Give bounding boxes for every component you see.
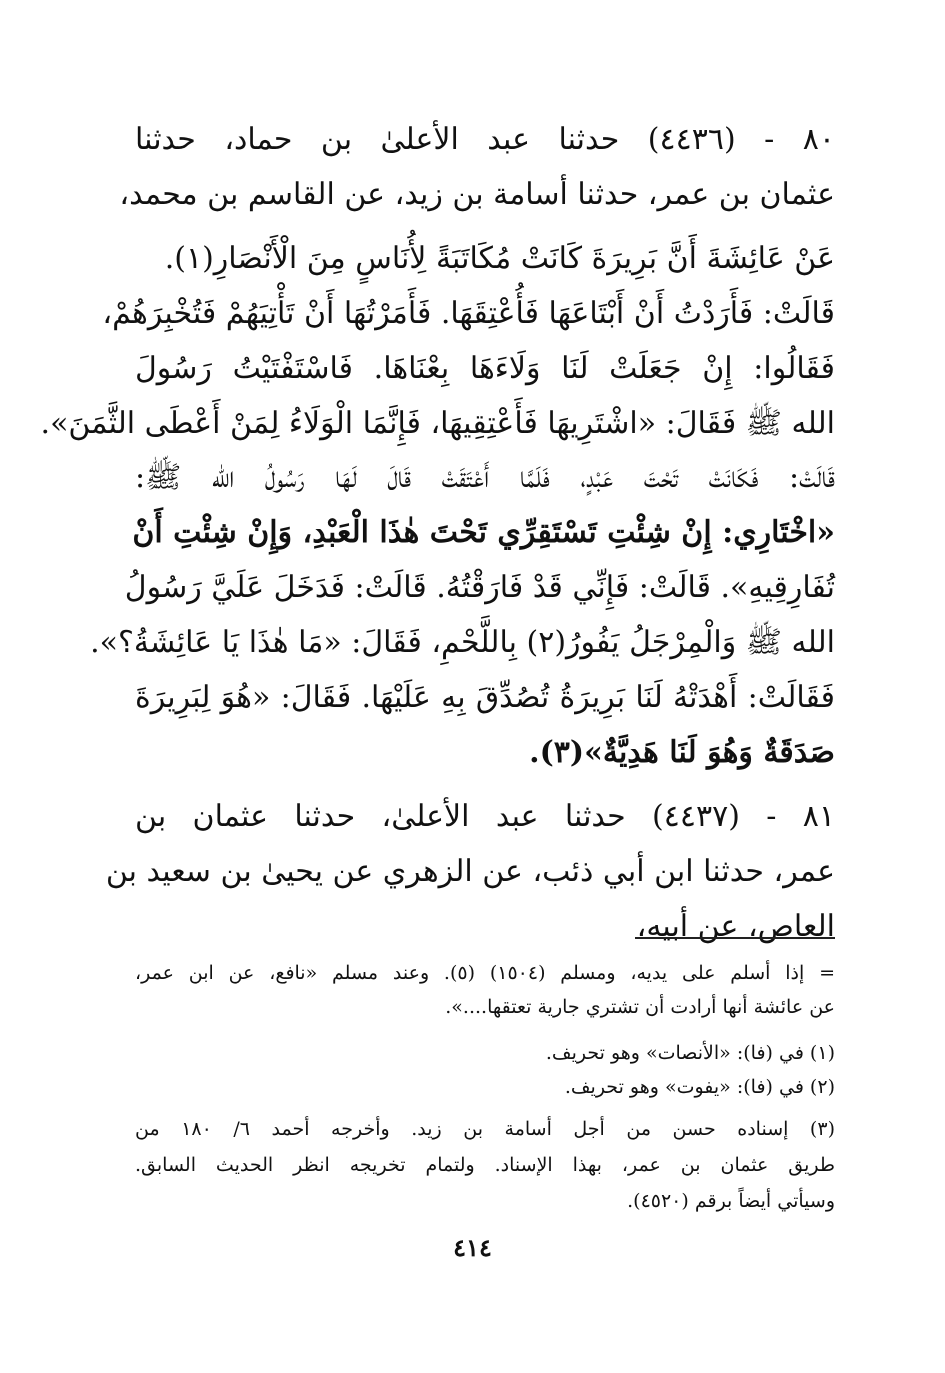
hadith-80-isnad-line: ٨٠ - (٤٤٣٦) حدثنا عبد الأعلىٰ بن حماد، حدثنا xyxy=(135,122,835,157)
matn-line: «اخْتَارِي: إِنْ شِئْتِ تَسْتَقِرِّي تَحْتَ هٰذَا الْعَبْدِ، وَإِنْ شِئْتِ أَنْ xyxy=(132,515,835,550)
hadith-81-line: العاص، عن أبيه، xyxy=(636,909,835,944)
hadith-81-line: ٨١ - (٤٤٣٧) حدثنا عبد الأعلىٰ، حدثنا عثمان بن xyxy=(135,799,835,834)
footnote-separator xyxy=(635,937,835,939)
hadith-80-isnad-line: عثمان بن عمر، حدثنا أسامة بن زيد، عن القاسم بن محمد، xyxy=(119,177,835,212)
footnote-3: (٣) إسناده حسن من أجل أسامة بن زيد. وأخرجه أحمد ٦/ ١٨٠ من xyxy=(135,1118,835,1140)
footnote-line: وسيأتي أيضاً برقم (٤٥٢٠). xyxy=(627,1190,835,1212)
matn-line: عَنْ عَائِشَةَ أَنَّ بَرِيرَةَ كَانَتْ مُكَاتَبَةً لِأُنَاسٍ مِنَ الْأَنْصَارِ(١). xyxy=(164,241,835,276)
matn-line: قَالَتْ: فَأَرَدْتُ أَنْ أَبْتَاعَهَا فَأُعْتِقَهَا. فَأَمَرْتُهَا أَنْ تَأْتِيَهُمْ فَتُخْبِرَهُمْ، xyxy=(102,296,835,331)
matn-line: صَدَقَةٌ وَهُوَ لَنَا هَدِيَّةٌ»(٣). xyxy=(529,735,835,770)
matn-line: قَالَتْ: فَكَانَتْ تَحْتَ عَبْدٍ، فَلَمَّا أَعْتَقَتْ قَالَ لَهَا رَسُولُ الله ﷺ: xyxy=(135,460,835,495)
matn-line: الله ﷺ فَقَالَ: «اشْتَرِيهَا فَأَعْتِقِيهَا، فَإِنَّمَا الْوَلَاءُ لِمَنْ أَعْطَى الثَّمَنَ». xyxy=(40,406,835,441)
matn-line: تُفَارِقِيهِ». قَالَتْ: فَإِنِّي قَدْ فَارَقْتُهُ. قَالَتْ: فَدَخَلَ عَلَيَّ رَسُولُ xyxy=(124,570,835,605)
matn-line: الله ﷺ وَالْمِرْجَلُ يَفُورُ(٢) بِاللَّحْمِ، فَقَالَ: «مَا هٰذَا يَا عَائِشَةُ؟». xyxy=(90,625,835,660)
footnote-line: = إذا أسلم على يديه، ومسلم (١٥٠٤) (٥). وعند مسلم «نافع، عن ابن عمر، xyxy=(135,962,835,984)
footnote-line: عن عائشة أنها أرادت أن تشتري جارية تعتقها....». xyxy=(445,996,835,1018)
matn-line: فَقَالَتْ: أَهْدَتْهُ لَنَا بَرِيرَةُ تُصُدِّقَ بِهِ عَلَيْهَا. فَقَالَ: «هُوَ لِبَرِيرَةَ xyxy=(135,680,835,715)
matn-line: فَقَالُوا: إِنْ جَعَلَتْ لَنَا وَلَاءَهَا بِعْنَاهَا. فَاسْتَفْتَيْتُ رَسُولَ xyxy=(135,351,835,386)
footnote-1: (١) في (فا): «الأنصات» وهو تحريف. xyxy=(545,1042,835,1064)
footnote-line: طريق عثمان بن عمر، بهذا الإسناد. ولتمام تخريجه انظر الحديث السابق. xyxy=(135,1154,835,1176)
hadith-81-line: عمر، حدثنا ابن أبي ذئب، عن الزهري عن يحيىٰ بن سعيد بن xyxy=(105,854,835,889)
footnote-2: (٢) في (فا): «يفوت» وهو تحريف. xyxy=(564,1076,835,1098)
page-number: ٤١٤ xyxy=(453,1233,492,1262)
